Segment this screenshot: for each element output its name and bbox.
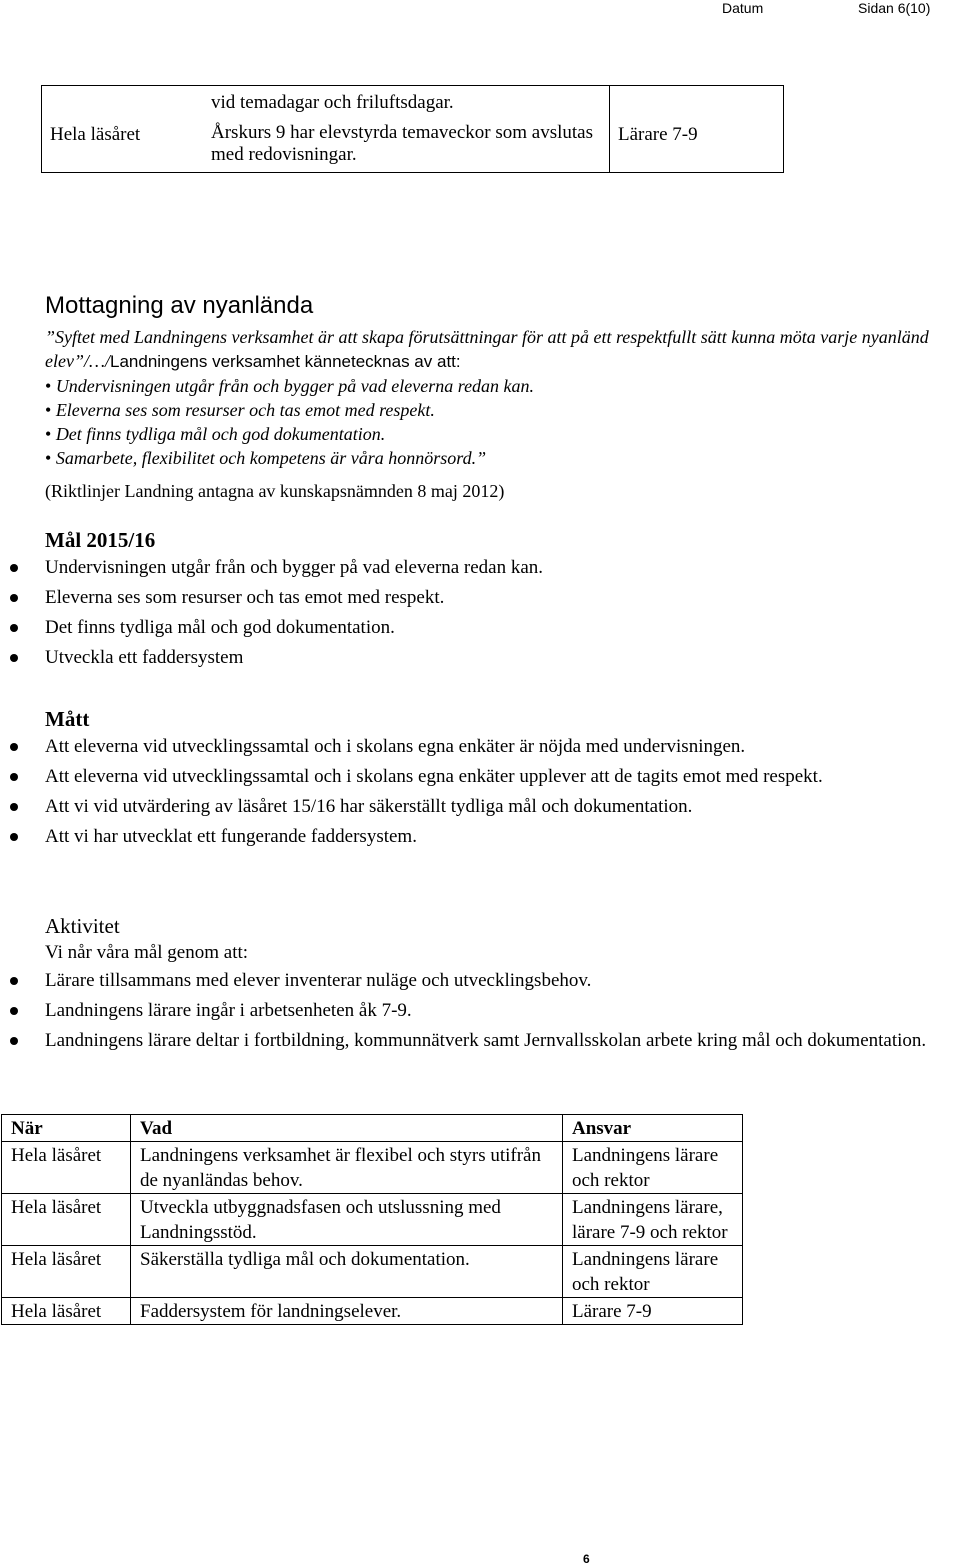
page-number: 6	[583, 1552, 590, 1566]
quote-points	[45, 374, 950, 470]
table-cell-vad: Utveckla utbyggnadsfasen och utslussning med Landningsstöd.	[131, 1194, 563, 1246]
header-page-label: Sidan 6(10)	[858, 0, 931, 16]
plan-table	[1, 1114, 743, 1325]
list-item: Landningens lärare ingår i arbetsenheten åk 7-9.	[0, 996, 940, 1026]
list-item: Att eleverna vid utvecklingssamtal och i skolans egna enkäter är nöjda med undervisningen.	[0, 732, 890, 762]
list-item: Det finns tydliga mål och god dokumentation.	[0, 613, 905, 643]
table-cell-nar: Hela läsåret	[2, 1298, 131, 1325]
aktivitet-list	[0, 966, 940, 1056]
table-row	[2, 1246, 743, 1298]
aktivitet-intro: Vi når våra mål genom att:	[45, 942, 249, 963]
table-cell-nar: Hela läsåret	[2, 1194, 131, 1246]
table-cell-vad: Landningens verksamhet är flexibel och styrs utifrån de nyanländas behov.	[131, 1142, 563, 1194]
list-item: Utveckla ett faddersystem	[0, 643, 905, 673]
list-item: Landningens lärare deltar i fortbildning, kommunnätverk samt Jernvallsskolan arbete kring mål och dokumentation.	[0, 1026, 940, 1056]
column-header-vad: Vad	[131, 1115, 563, 1142]
table-cell-ansvar: Landningens lärare och rektor	[563, 1246, 743, 1298]
aktivitet-heading: Aktivitet	[45, 914, 120, 938]
table-header-row	[2, 1115, 743, 1142]
quote-intro-rest: Landningens verksamhet kännetecknas av att:	[110, 352, 461, 371]
table-cell-ansvar: Lärare 7-9	[610, 86, 784, 173]
mal-heading: Mål 2015/16	[45, 528, 156, 552]
top-activity-table	[41, 85, 784, 173]
list-item: Undervisningen utgår från och bygger på vad eleverna redan kan.	[0, 553, 905, 583]
list-item: Att vi vid utvärdering av läsåret 15/16 har säkerställt tydliga mål och dokumentation.	[0, 792, 890, 822]
table-cell-vad	[203, 86, 610, 173]
table-cell-vad-continued: vid temadagar och friluftsdagar.	[211, 92, 454, 113]
column-header-ansvar: Ansvar	[563, 1115, 743, 1142]
table-row	[42, 86, 784, 173]
list-item: Lärare tillsammans med elever inventerar nuläge och utvecklingsbehov.	[0, 966, 940, 996]
list-item: Att vi har utvecklat ett fungerande faddersystem.	[0, 822, 890, 852]
table-row	[2, 1194, 743, 1246]
section-title: Mottagning av nyanlända	[45, 292, 314, 319]
list-item: • Det finns tydliga mål och god dokumentation.	[45, 422, 950, 446]
table-cell-vad: Faddersystem för landningselever.	[131, 1298, 563, 1325]
table-cell-ansvar: Lärare 7-9	[563, 1298, 743, 1325]
header-date-label: Datum	[722, 0, 764, 16]
table-row	[2, 1298, 743, 1325]
table-cell-nar: Hela läsåret	[2, 1142, 131, 1194]
table-cell-ansvar: Landningens lärare, lärare 7-9 och rektor	[563, 1194, 743, 1246]
matt-heading: Mått	[45, 707, 90, 731]
matt-list	[0, 732, 890, 852]
table-cell-vad: Säkerställa tydliga mål och dokumentation.	[131, 1246, 563, 1298]
table-cell-vad-text: Årskurs 9 har elevstyrda temaveckor som avslutas med redovisningar.	[211, 122, 594, 165]
list-item: Att eleverna vid utvecklingssamtal och i skolans egna enkäter upplever att de tagits emot med respekt.	[0, 762, 890, 792]
list-item: • Eleverna ses som resurser och tas emot med respekt.	[45, 398, 950, 422]
table-cell-nar: Hela läsåret	[42, 86, 204, 173]
list-item: Eleverna ses som resurser och tas emot med respekt.	[0, 583, 905, 613]
column-header-nar: När	[2, 1115, 131, 1142]
quote-source: (Riktlinjer Landning antagna av kunskapsnämnden 8 maj 2012)	[45, 481, 505, 501]
table-cell-ansvar: Landningens lärare och rektor	[563, 1142, 743, 1194]
quote-intro: ”Syftet med Landningens verksamhet är att skapa förutsättningar för att på ett respektfullt sätt kunna möta varje nyanländ elev”/…/	[45, 327, 929, 371]
list-item: • Undervisningen utgår från och bygger på vad eleverna redan kan.	[45, 374, 950, 398]
list-item: • Samarbete, flexibilitet och kompetens är våra honnörsord.”	[45, 446, 950, 470]
landning-quote	[45, 325, 950, 470]
table-cell-nar: Hela läsåret	[2, 1246, 131, 1298]
mal-list	[0, 553, 905, 673]
table-row	[2, 1142, 743, 1194]
